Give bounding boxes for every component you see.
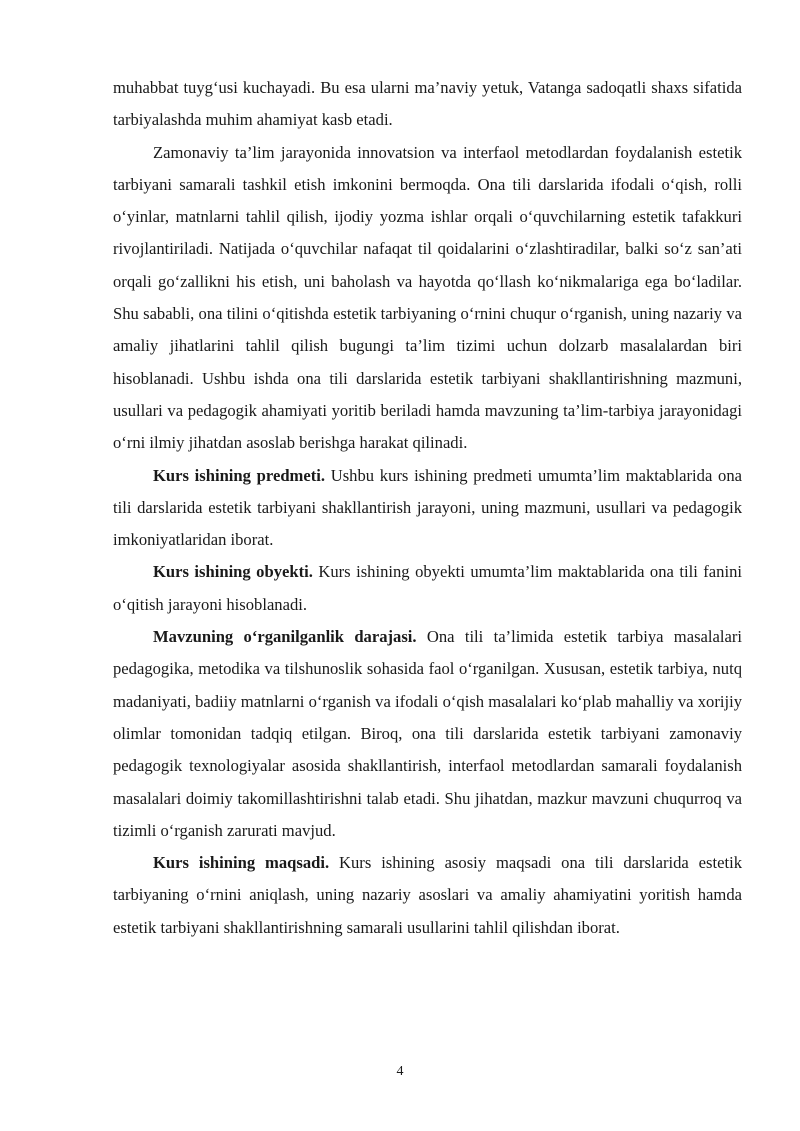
paragraph-heading: Kurs ishining obyekti. <box>153 562 313 582</box>
page-number: 4 <box>396 1064 404 1079</box>
paragraph-text: Kurs ishining asosiy maqsadi ona tili darslarida estetik tarbiyaning o‘rnini aniqlash, uning nazariy asoslari va amaliy ahamiyatini yoritish hamda estetik tarbiyani shakllantirishning samarali usullarini tahlil qilishdan iborat. <box>113 853 742 937</box>
paragraph-heading: Mavzuning o‘rganilganlik darajasi. <box>153 627 417 647</box>
paragraph-heading: Kurs ishining maqsadi. <box>153 853 330 873</box>
paragraph-text: Ona tili ta’limida estetik tarbiya masalalari pedagogika, metodika va tilshunoslik sohasida faol o‘rganilgan. Xususan, estetik tarbiya, nutq madaniyati, badiiy matnlarni o‘rganish va ifodali o‘qish masalalari ko‘plab mahalliy va xorijiy olimlar tomonidan tadqiq etilgan. Biroq, ona tili darslarida estetik tarbiyani zamonaviy pedagogik texnologiyalar asosida shakllantirish, interfaol metodlardan samarali foydalanish masalalari doimiy takomillashtirishni talab etadi. Shu jihatdan, mazkur mavzuni chuqurroq va tizimli o‘rganish zarurati mavjud. <box>113 627 742 840</box>
page-body <box>113 72 742 944</box>
paragraph-text: muhabbat tuyg‘usi kuchayadi. Bu esa ularni ma’naviy yetuk, Vatanga sadoqatli shaxs sifatida tarbiyalashda muhim ahamiyat kasb etadi. <box>113 78 742 130</box>
paragraph-text: Ushbu kurs ishining predmeti umumta’lim maktablarida ona tili darslarida estetik tarbiyani shakllantirish jarayoni, uning mazmuni, usullari va pedagogik imkoniyatlaridan iborat. <box>113 465 742 550</box>
paragraph-subject <box>113 460 742 557</box>
paragraph-study-level <box>113 621 742 847</box>
paragraph-innovation <box>113 137 742 460</box>
paragraph-heading: Kurs ishining predmeti. <box>153 465 326 485</box>
paragraph-text: Zamonaviy ta’lim jarayonida innovatsion va interfaol metodlardan foydalanish estetik tarbiyani samarali tashkil etish imkonini bermoqda. Ona tili darslarida ifodali o‘qish, rolli o‘yinlar, matnlarni tahlil qilish, ijodiy yozma ishlar orqali o‘quvchilarning estetik tafakkuri rivojlantiriladi. Natijada o‘quvchilar nafaqat til qoidalarini o‘zlashtiradilar, balki so‘z san’ati orqali go‘zallikni his etish, uni baholash va hayotda qo‘llash ko‘nikmalariga ega bo‘ladilar. Shu sababli, ona tilini o‘qitishda estetik tarbiyaning o‘rnini chuqur o‘rganish, uning nazariy va amaliy jihatlarini tahlil qilish bugungi ta’lim tizimi uchun dolzarb masalalardan biri hisoblanadi. Ushbu ishda ona tili darslarida estetik tarbiyani shakllantirishning mazmuni, usullari va pedagogik ahamiyati yoritib beriladi hamda mavzuning ta’lim-tarbiya jarayonidagi o‘rni ilmiy jihatdan asoslab berishga harakat qilinadi. <box>113 142 742 453</box>
paragraph-goal <box>113 847 742 944</box>
paragraph-text: Kurs ishining obyekti umumta’lim maktablarida ona tili fanini o‘qitish jarayoni hisoblanadi. <box>113 562 742 614</box>
paragraph-continuation <box>113 72 742 137</box>
paragraph-object <box>113 556 742 621</box>
